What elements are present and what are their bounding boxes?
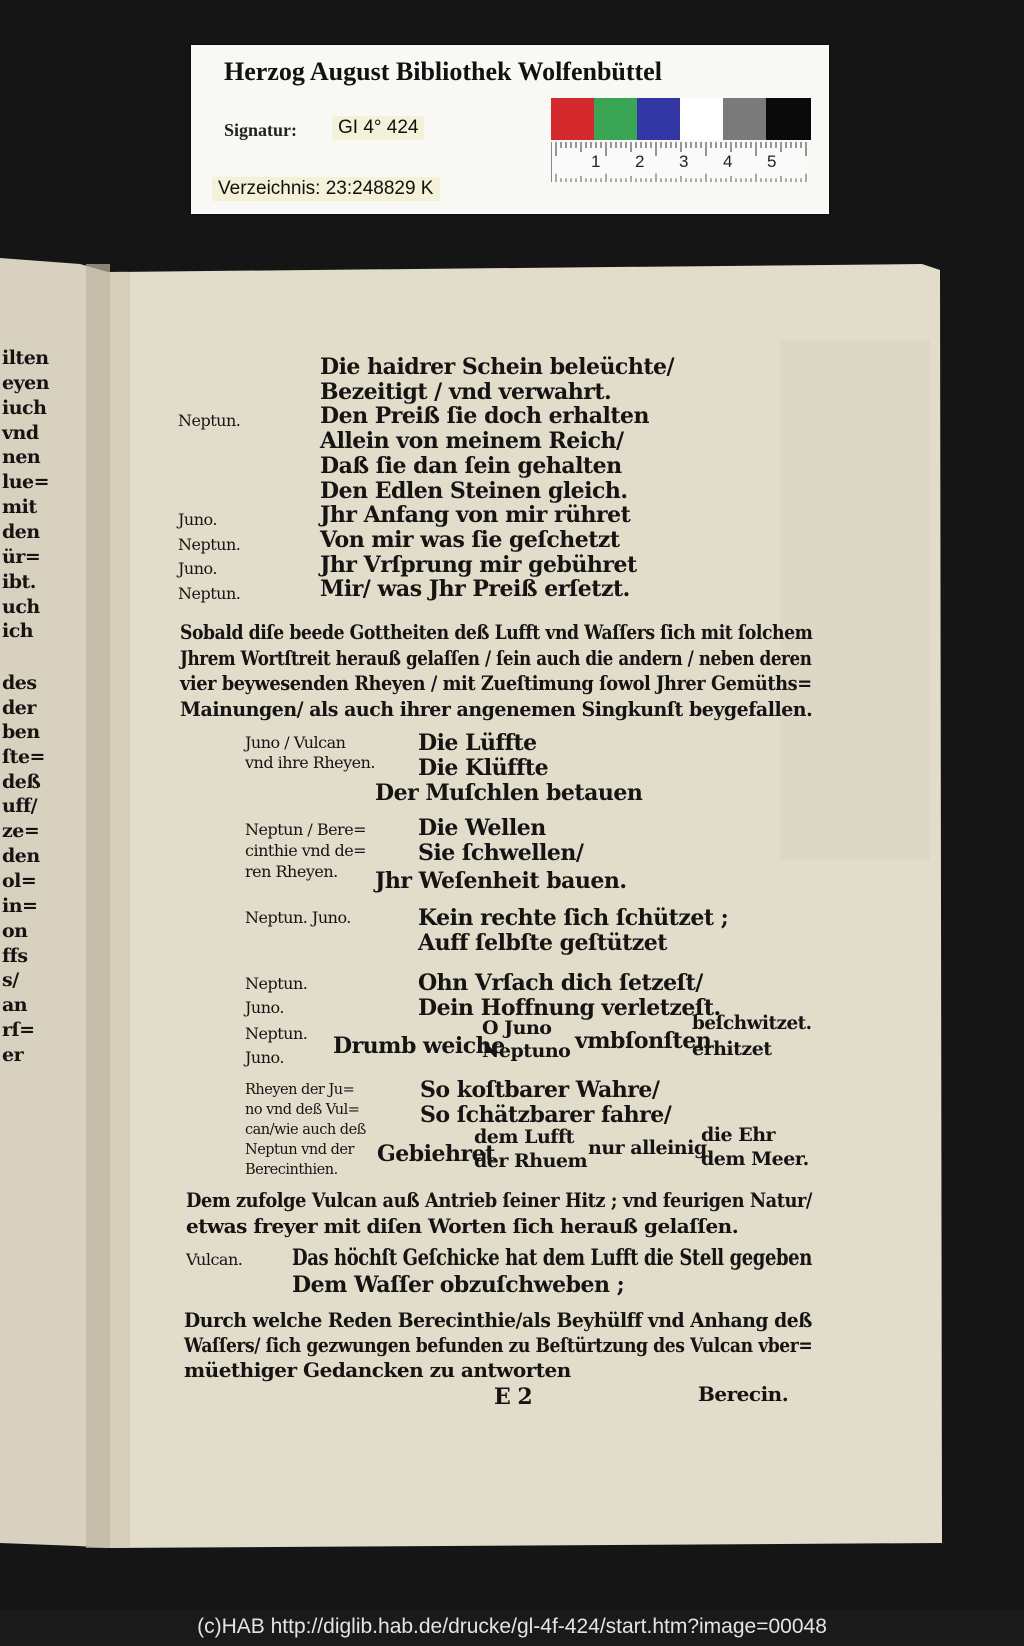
chorus-speaker: Rheyen der Ju= [245,1082,355,1098]
margin-fragment: den [2,845,40,867]
catchword: Berecin. [698,1382,789,1406]
speaker-label: Neptun. [178,534,241,554]
chorus-speaker: Neptun. [245,1024,308,1043]
vulcan-speaker: Vulcan. [186,1250,243,1269]
chorus-line: O Juno [482,1017,552,1039]
chorus-line: Kein rechte ſich ſchützet ; [418,905,729,931]
library-name: Herzog August Bibliothek Wolfenbüttel [224,57,662,86]
chorus-speaker: Juno. [245,998,284,1017]
color-swatch [594,98,639,140]
color-swatch [551,98,596,140]
prose-line: Mainungen/ als auch ihrer angenemen Singkunſt beygefallen. [180,696,813,721]
chorus-line: dem Lufft [474,1126,574,1148]
margin-fragment: ben [2,721,40,743]
footer-bar [0,1610,1024,1646]
chorus-speaker: cinthie vnd de= [245,841,367,860]
prose-line: vier beywesenden Rheyen / mit Zueſtimung ſowol Jhrer Gemüths= [180,671,812,695]
chorus-line: Neptuno [482,1040,571,1062]
prose-line: Jhrem Wortſtreit herauß gelaſſen / ſein auch die andern / neben deren [180,645,812,670]
margin-fragment: des [2,672,37,694]
margin-fragment: nen [2,446,41,468]
margin-fragment: s/ [2,969,19,991]
signatur-label: Signatur: [224,120,298,140]
verse-line: Daß ſie dan ſein gehalten [320,452,622,479]
verzeichnis: Verzeichnis: 23:248829 K [212,177,440,201]
color-swatch [723,98,768,140]
color-swatch [637,98,682,140]
margin-fragment: ilten [2,347,49,369]
chorus-line: nur alleinig [588,1137,707,1159]
margin-fragment: ür= [2,546,41,568]
chorus-speaker: no vnd deß Vul= [245,1102,360,1118]
margin-fragment: ibt. [2,571,36,593]
margin-fragment: er [2,1044,24,1066]
chorus-line: Dein Hoffnung verletzeſt. [418,995,721,1021]
speaker-label: Juno. [178,559,217,579]
chorus-line: vmbſonſten [575,1028,712,1054]
margin-fragment: ze= [2,820,40,842]
margin-fragment: vnd [2,422,39,444]
chorus-line: Auff ſelbſte geſtützet [418,930,667,956]
margin-fragment: iuch [2,397,47,419]
prose-line: Waſſers/ ſich gezwungen befunden zu Beſtürtzung des Vulcan vber= [184,1333,813,1357]
margin-fragment: deß [2,771,41,793]
chorus-line: Die Wellen [418,815,546,841]
prose-line: Dem zufolge Vulcan auß Antrieb ſeiner Hitz ; vnd feurigen Natur/ [186,1188,813,1212]
margin-fragment: eyen [2,372,50,394]
ruler-number: 4 [723,152,733,171]
chorus-line: Gebiehret [377,1141,495,1167]
prose-line: Durch welche Reden Berecinthie/als Beyhülff vnd Anhang deß [184,1308,812,1332]
chorus-line: Ohn Vrſach dich ſetzeſt/ [418,970,703,996]
signatur-value: GI 4° 424 [332,116,424,140]
chorus-line: Der Muſchlen betauen [375,780,643,806]
margin-fragment: lue= [2,471,50,493]
chorus-line: erhitzet [692,1038,772,1060]
footer-url: (c)HAB http://diglib.hab.de/drucke/gl-4f-424/start.htm?image=00048 [197,1615,827,1638]
chorus-line: Jhr Weſenheit bauen. [375,868,627,894]
margin-fragment: in= [2,895,38,917]
chorus-line: Drumb weiche [333,1033,505,1059]
verse-line: Bezeitigt / vnd verwahrt. [320,378,612,405]
chorus-speaker: vnd ihre Rheyen. [245,753,376,772]
ruler-number: 3 [679,152,689,171]
chorus-speaker: Neptun vnd der [245,1142,354,1158]
chorus-speaker: Neptun. Juno. [245,908,351,927]
vulcan-line: Dem Waſſer obzuſchweben ; [292,1272,625,1298]
margin-fragment: ol= [2,870,37,892]
margin-fragment: uch [2,596,40,618]
prose-line: Sobald diſe beede Gottheiten deß Lufft vnd Waſſers ſich mit ſolchem [180,620,813,644]
verse-line: Jhr Vrſprung mir gebühret [320,551,637,578]
verse-line: Den Preiß ſie doch erhalten [320,403,650,430]
verse-line: Die haidrer Schein beleüchte/ [320,354,675,380]
chorus-line: Die Lüffte [418,730,537,756]
vulcan-line: Das höchſt Geſchicke hat dem Lufft die Stell gegeben [292,1245,812,1271]
ruler-number: 2 [635,152,645,171]
verse-line: Den Edlen Steinen gleich. [320,477,628,504]
verse-line: Jhr Anfang von mir rühret [320,502,631,529]
speaker-label: Neptun. [178,411,241,430]
chorus-line: dem Meer. [701,1148,809,1170]
margin-fragment: rſ= [2,1019,35,1041]
verse-line: Allein von meinem Reich/ [320,428,624,455]
color-swatch [680,98,725,140]
color-swatch [766,98,811,140]
chorus-line: So ſchätzbarer fahre/ [420,1102,672,1128]
chorus-speaker: ren Rheyen. [245,862,338,881]
chorus-speaker: can/wie auch deß [245,1122,366,1138]
chorus-line: Sie ſchwellen/ [418,840,584,866]
chorus-line: So koſtbarer Wahre/ [420,1077,660,1103]
verse-line: Von mir was ſie geſchetzt [320,526,620,553]
ruler-number: 5 [767,152,777,171]
prose-line: etwas freyer mit diſen Worten ſich herauß gelaſſen. [186,1214,739,1238]
margin-fragment: ffs [2,945,28,967]
chorus-line: der Rhuem [474,1150,588,1172]
speaker-label: Neptun. [178,583,241,603]
chorus-speaker: Neptun / Bere= [245,820,367,839]
chorus-line: die Ehr [701,1124,776,1146]
margin-fragment: mit [2,496,37,518]
prose-line: müethiger Gedancken zu antworten [184,1358,571,1382]
margin-fragment: ſte= [2,746,45,768]
margin-fragment: ich [2,620,34,642]
verse-line: Mir/ was Jhr Preiß erſetzt. [320,576,630,603]
speaker-label: Juno. [178,509,217,529]
margin-fragment: an [2,994,28,1016]
library-label [191,45,829,214]
margin-fragment: on [2,920,28,942]
chorus-speaker: Berecinthien. [245,1162,338,1178]
chorus-line: beſchwitzet. [692,1012,812,1034]
chorus-speaker: Juno. [245,1048,284,1067]
margin-fragment: der [2,697,36,719]
chorus-line: Die Klüffte [418,755,549,781]
margin-fragment: uff/ [2,795,38,817]
chorus-speaker: Neptun. [245,974,308,993]
margin-fragment: den [2,521,40,543]
ruler-number: 1 [591,152,601,171]
chorus-speaker: Juno / Vulcan [245,733,346,752]
signature-mark: E 2 [494,1384,533,1410]
